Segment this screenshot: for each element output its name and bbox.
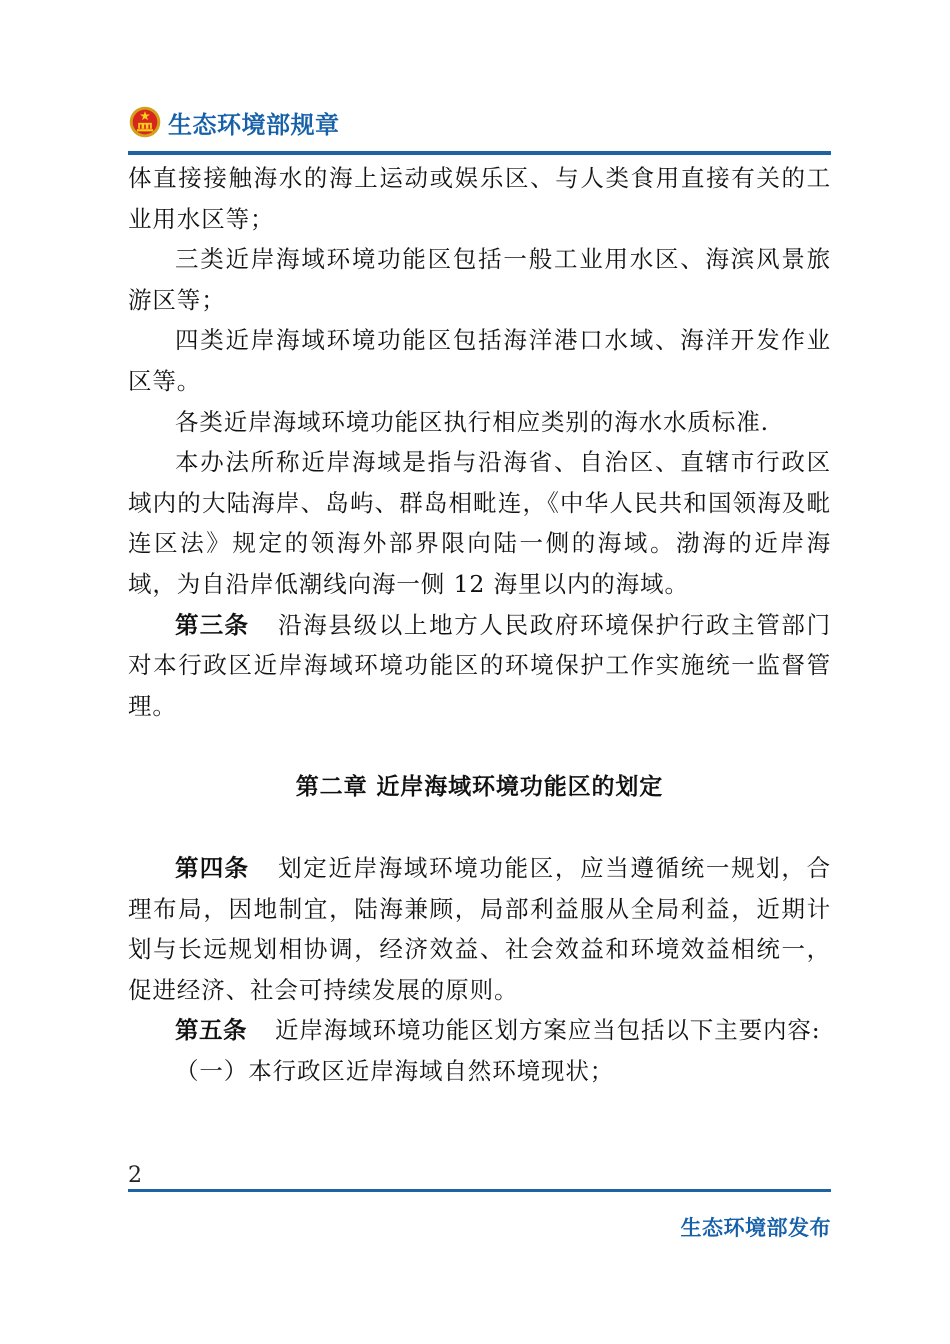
article-three <box>128 605 831 727</box>
page-header <box>128 98 340 146</box>
paragraph-definition: 本办法所称近岸海域是指与沿海省、自治区、直辖市行政区域内的大陆海岸、岛屿、群岛相毗连，《中华人民共和国领海及毗连区法》规定的领海外部界限向陆一侧的海域。渤海的近岸海域，为自沿岸低潮线向海一侧 12 海里以内的海域。 <box>128 448 831 598</box>
footer-divider <box>128 1189 831 1192</box>
page-number: 2 <box>128 1163 142 1188</box>
list-item: （一）本行政区近岸海域自然环境现状； <box>175 1057 615 1086</box>
chapter-title: 第二章 近岸海域环境功能区的划定 <box>295 773 664 800</box>
paragraph-class-four: 四类近岸海域环境功能区包括海洋港口水域、海洋开发作业区等。 <box>128 326 831 395</box>
article-four-label: 第四条 <box>175 854 250 883</box>
article-three-label: 第三条 <box>175 610 250 639</box>
header-divider <box>128 151 831 155</box>
header-title: 生态环境部规章 <box>168 110 340 139</box>
article-five-label: 第五条 <box>175 1016 247 1045</box>
article-five <box>128 1010 831 1051</box>
article-four-text: 划定近岸海域环境功能区，应当遵循统一规划，合理布局，因地制宜，陆海兼顾，局部利益服从全局利益，近期计划与长远规划相协调，经济效益、社会效益和环境效益相统一，促进经济、社会可持续发展的原则。 <box>128 854 831 1004</box>
paragraph-continuation: 体直接接触海水的海上运动或娱乐区、与人类食用直接有关的工业用水区等； <box>128 164 831 233</box>
document-body <box>128 158 831 1092</box>
article-five-text: 近岸海域环境功能区划方案应当包括以下主要内容: <box>275 1016 821 1045</box>
paragraph-standards: 各类近岸海域环境功能区执行相应类别的海水水质标准. <box>175 407 769 436</box>
footer-publisher: 生态环境部发布 <box>680 1216 831 1240</box>
paragraph-class-three: 三类近岸海域环境功能区包括一般工业用水区、海滨风景旅游区等； <box>128 245 831 314</box>
national-emblem-icon <box>128 105 162 139</box>
article-three-text: 沿海县级以上地方人民政府环境保护行政主管部门对本行政区近岸海域环境功能区的环境保护工作实施统一监督管理。 <box>128 610 831 720</box>
article-four <box>128 848 831 1010</box>
